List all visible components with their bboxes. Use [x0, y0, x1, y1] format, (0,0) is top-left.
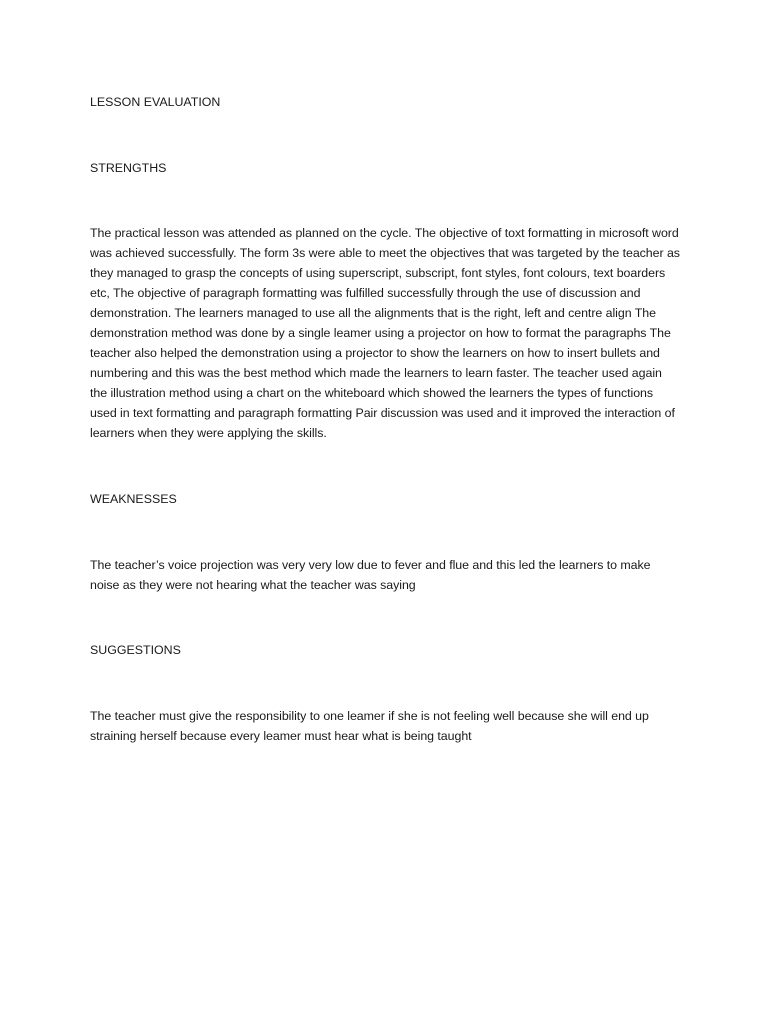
section-heading-strengths: STRENGTHS: [90, 161, 167, 175]
section-body-suggestions: The teacher must give the responsibility to one leamer if she is not feeling well because she will end up straining herself because every leamer must hear what is being taught: [90, 709, 649, 743]
section-heading-weaknesses: WEAKNESSES: [90, 492, 177, 506]
section-body-weaknesses: The teacher’s voice projection was very very low due to fever and flue and this led the learners to make noise as they were not hearing what the teacher was saying: [90, 558, 651, 592]
document-title: LESSON EVALUATION: [90, 95, 221, 109]
section-body-strengths: The practical lesson was attended as planned on the cycle. The objective of toxt formatting in microsoft word was achieved successfully. The form 3s were able to meet the objectives that was targeted by the teacher as they managed to grasp the concepts of using superscript, subscript, font styles, font colours, text boarders etc, The objective of paragraph formatting was fulfilled successfully through the use of discussion and demonstration. The learners managed to use all the alignments that is the right, left and centre align The demonstration method was done by a single leamer using a projector on how to format the paragraphs The teacher also helped the demonstration using a projector to show the learners on how to insert bullets and numbering and this was the best method which made the learners to learn faster. The teacher used again the illustration method using a chart on the whiteboard which showed the learners the types of functions used in text formatting and paragraph formatting Pair discussion was used and it improved the interaction of learners when they were applying the skills.: [90, 226, 680, 440]
section-heading-suggestions: SUGGESTIONS: [90, 643, 181, 657]
